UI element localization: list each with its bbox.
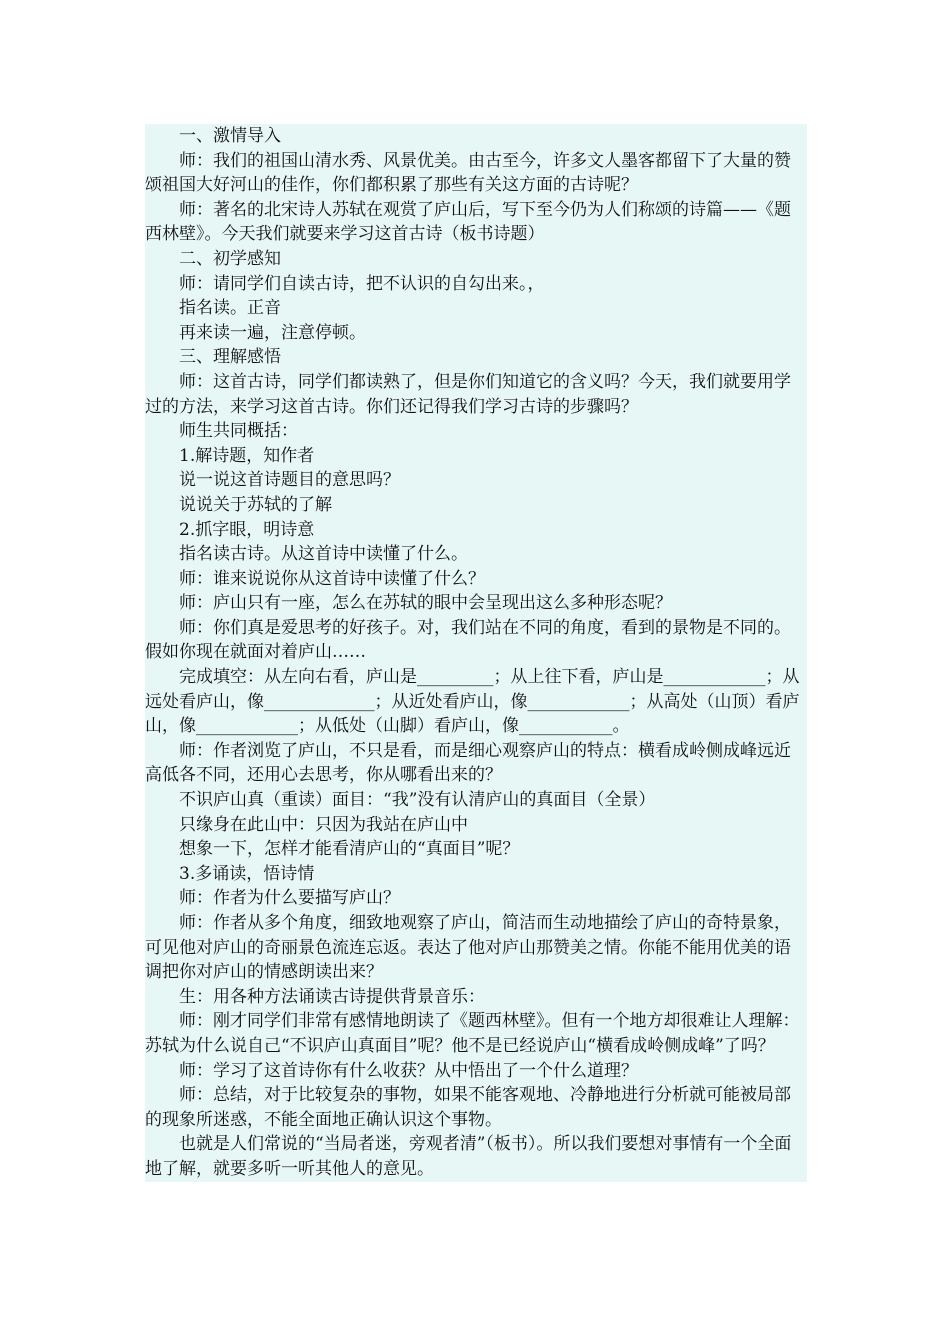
paragraph: 3.多诵读，悟诗情 [179,863,315,884]
paragraph: 指名读。正音 [179,298,281,319]
paragraph: 只缘身在此山中：只因为我站在庐山中 [179,814,468,835]
paragraph: 指名读古诗。从这首诗中读懂了什么。 [179,544,468,565]
paragraph: 完成填空：从左向右看，庐山是_________；从上往下看，庐山是____________；从远处看庐山，像_____________；从近处看庐山，像____________；从高处（山顶）看庐山，像____________；从低处（山脚）看庐山，像___________。 [145,667,800,737]
paragraph: 也就是人们常说的“当局者迷，旁观者清”（板书）。所以我们要想对事情有一个全面地了解，就要多听一听其他人的意见。 [145,1134,792,1179]
paragraph: 师：作者为什么要描写庐山？ [179,888,400,909]
paragraph: 师：学习了这首诗你有什么收获？从中悟出了一个什么道理？ [179,1060,638,1081]
paragraph: 2.抓字眼，明诗意 [179,519,315,540]
paragraph: 师：作者浏览了庐山，不只是看，而是细心观察庐山的特点：横看成岭侧成峰远近高低各不同，还用心去思考，你从哪看出来的？ [145,740,791,786]
paragraph: 师：刚才同学们非常有感情地朗读了《题西林壁》。但有一个地方却很难让人理解：苏轼为什么说自己“不识庐山真面目”呢？他不是已经说庐山“横看成岭侧成峰”了吗？ [145,1011,800,1056]
paragraph: 二、初学感知 [179,248,281,269]
paragraph: 再来读一遍，注意停顿。 [179,322,366,343]
document-body [145,124,807,1182]
paragraph: 师：谁来说说你从这首诗中读懂了什么？ [179,568,485,589]
paragraph: 不识庐山真（重读）面目：“我”没有认清庐山的真面目（全景） [179,790,656,811]
paragraph: 生：用各种方法诵读古诗提供背景音乐： [179,986,485,1007]
paragraph: 师：庐山只有一座，怎么在苏轼的眼中会呈现出这么多种形态呢？ [179,593,672,614]
paragraph: 师：著名的北宋诗人苏轼在观赏了庐山后，写下至今仍为人们称颂的诗篇——《题西林壁》。今天我们就要来学习这首古诗（板书诗题） [145,199,791,245]
paragraph: 师：作者从多个角度，细致地观察了庐山，简洁而生动地描绘了庐山的奇特景象，可见他对庐山的奇丽景色流连忘返。表达了他对庐山那赞美之情。你能不能用优美的语调把你对庐山的情感朗读出来？ [145,913,791,983]
paragraph: 想象一下，怎样才能看清庐山的“真面目”呢？ [179,839,520,860]
paragraph: 师：总结，对于比较复杂的事物，如果不能客观地、冷静地进行分析就可能被局部的现象所迷惑，不能全面地正确认识这个事物。 [145,1085,791,1130]
paragraph: 一、激情导入 [179,126,281,146]
paragraph: 1.解诗题，知作者 [179,445,315,466]
paragraph: 师生共同概括： [179,421,298,442]
paragraph: 说说关于苏轼的了解 [179,494,332,515]
paragraph: 三、理解感悟 [179,347,281,368]
paragraph: 师：你们真是爱思考的好孩子。对，我们站在不同的角度，看到的景物是不同的。假如你现在就面对着庐山…… [145,617,791,663]
paragraph: 说一说这首诗题目的意思吗？ [179,470,400,491]
paragraph: 师：我们的祖国山清水秀、风景优美。由古至今，许多文人墨客都留下了大量的赞颂祖国大好河山的佳作，你们都积累了那些有关这方面的古诗呢？ [145,150,791,196]
paragraph: 师：请同学们自读古诗，把不认识的自勾出来。， [179,273,545,294]
paragraph: 师：这首古诗，同学们都读熟了，但是你们知道它的含义吗？今天，我们就要用学过的方法，来学习这首古诗。你们还记得我们学习古诗的步骤吗？ [145,371,791,417]
